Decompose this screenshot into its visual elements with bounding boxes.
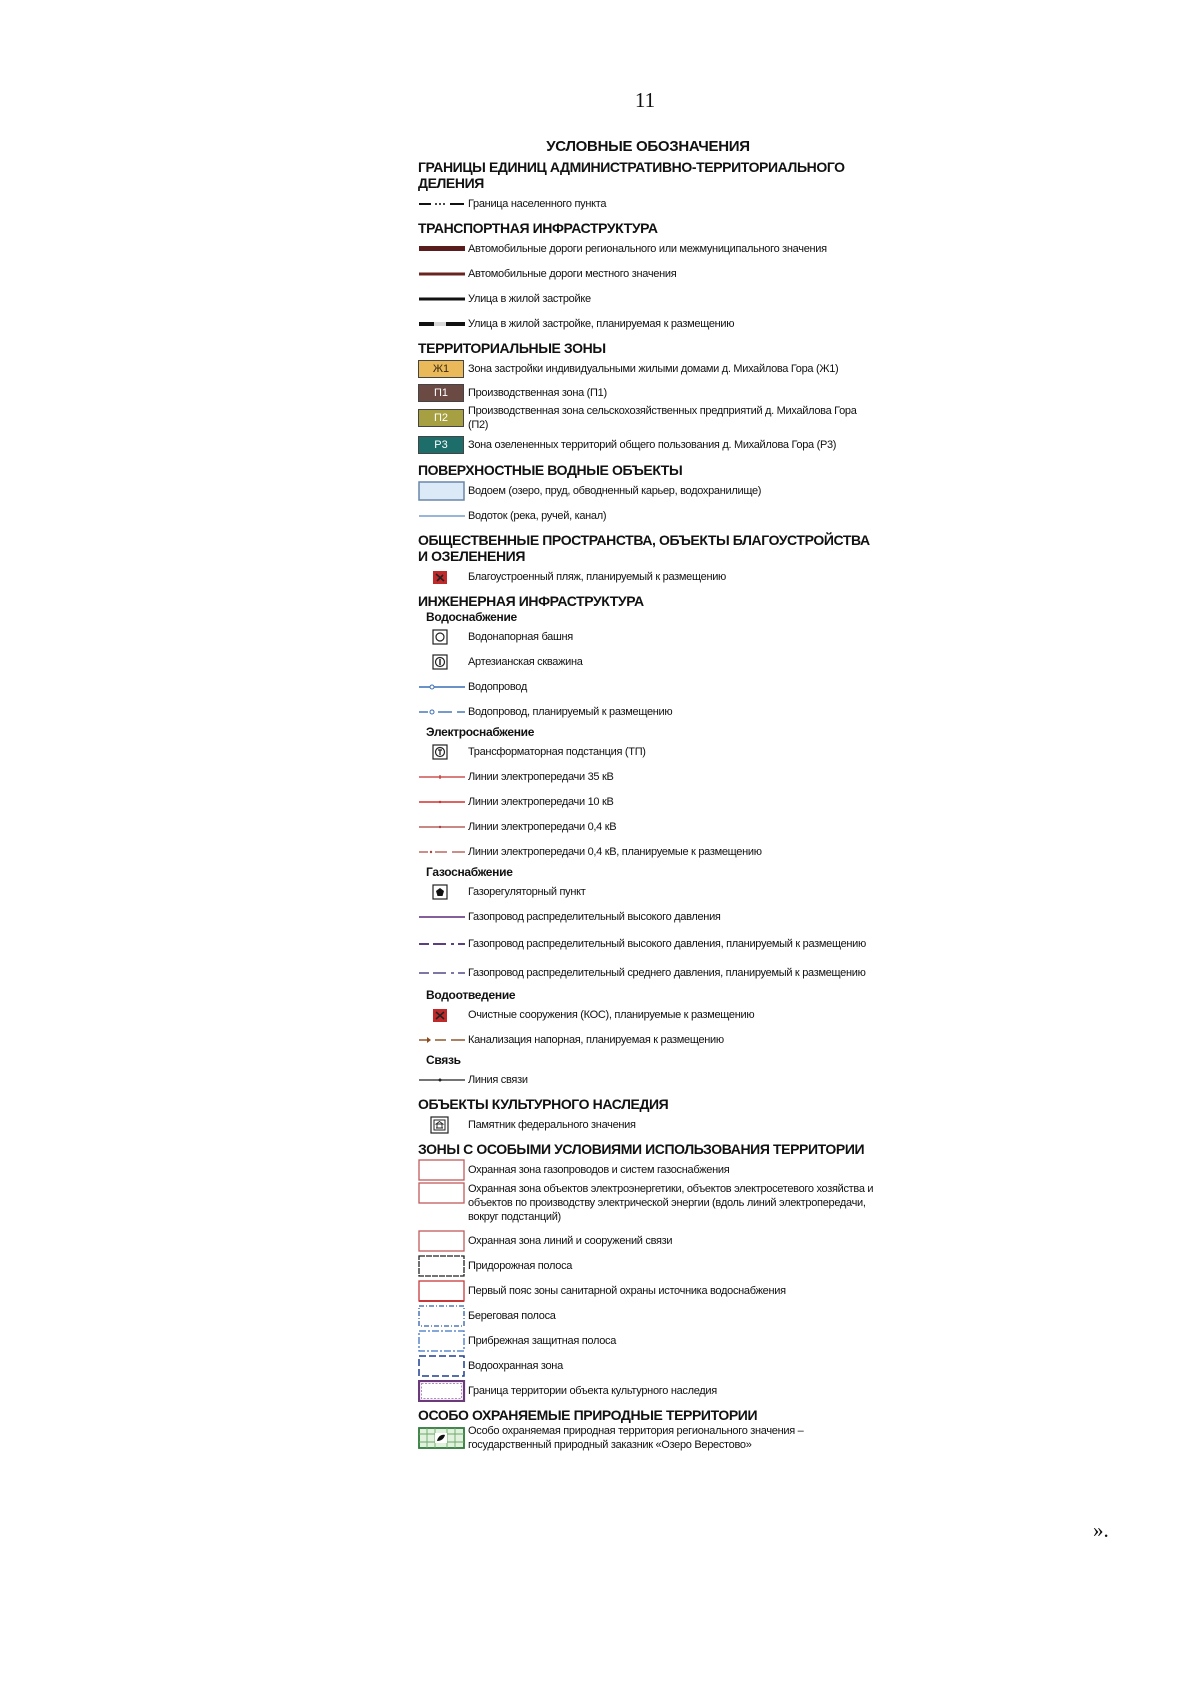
section-title-water-bodies: ПОВЕРХНОСТНЫЕ ВОДНЫЕ ОБЪЕКТЫ: [418, 462, 683, 478]
planned-gas-pipeline-high-pressure-icon: [418, 939, 466, 949]
legend-item: [418, 1278, 878, 1303]
heritage-boundary-icon: [418, 1380, 466, 1402]
subsection-title-communications: Связь: [426, 1053, 461, 1067]
legend-label: Газорегуляторный пункт: [468, 885, 586, 898]
legend-label: Зона застройки индивидуальными жилыми домами д. Михайлова Гора (Ж1): [468, 363, 839, 375]
legend-label: Водоток (река, ручей, канал): [468, 509, 607, 522]
legend-item: [418, 1423, 878, 1453]
legend-item: [418, 929, 878, 958]
legend-label: Автомобильные дороги местного значения: [468, 267, 677, 280]
legend-label: Газопровод распределительный среднего давления, планируемый к размещению: [468, 966, 866, 979]
legend-item: [418, 1027, 878, 1052]
legend-label: Линии электропередачи 10 кВ: [468, 795, 614, 808]
water-body-icon: [418, 481, 466, 501]
gas-pipeline-high-pressure-icon: [418, 912, 466, 922]
legend-item: [418, 699, 878, 724]
water-pipeline-icon: [418, 682, 466, 692]
legend-label: Прибрежная защитная полоса: [468, 1334, 617, 1347]
legend-label: Производственная зона (П1): [468, 387, 607, 399]
legend-label: Придорожная полоса: [468, 1259, 573, 1272]
local-road-icon: [418, 269, 466, 279]
legend-item: [418, 1002, 878, 1027]
subsection-title-power-supply: Электроснабжение: [426, 725, 535, 739]
zone-r3-swatch: Р3: [418, 436, 464, 454]
legend-label: Особо охраняемая природная территория регионального значения – государственный природный заказник «Озеро Верестово»: [468, 1425, 804, 1451]
planned-gas-pipeline-medium-pressure-icon: [418, 968, 466, 978]
legend-label: Граница населенного пункта: [468, 197, 607, 210]
federal-monument-icon: [418, 1116, 466, 1134]
legend-item: [418, 649, 878, 674]
legend-label: Производственная зона сельскохозяйственных предприятий д. Михайлова Гора (П2): [468, 405, 857, 431]
legend-item: [418, 879, 878, 904]
nature-reserve-icon: [418, 1427, 466, 1449]
legend-label: Охранная зона объектов электроэнергетики, объектов электросетевого хозяйства и объектов по производству электрической энергии (вдоль линий электропередачи, вокруг подстанций): [468, 1183, 874, 1223]
regional-road-icon: [418, 244, 466, 254]
legend-item: [418, 432, 878, 458]
legend-item: [418, 674, 878, 699]
legend-item: [418, 904, 878, 929]
subsection-title-water-supply: Водоснабжение: [426, 610, 517, 624]
legend-item: [418, 814, 878, 839]
watercourse-icon: [418, 511, 466, 521]
power-line-35kv-icon: [418, 772, 466, 782]
legend-item: [418, 478, 878, 503]
zone-zh1-swatch: Ж1: [418, 360, 464, 378]
section-title-engineering: ИНЖЕНЕРНАЯ ИНФРАСТРУКТУРА: [418, 593, 644, 609]
legend-item: [418, 382, 878, 404]
legend-label: Охранная зона линий и сооружений связи: [468, 1234, 673, 1247]
water-protection-zone-icon: [418, 1355, 466, 1377]
legend-label: Линия связи: [468, 1073, 528, 1086]
legend-item: [418, 311, 878, 336]
legend-label: Автомобильные дороги регионального или межмуниципального значения: [468, 242, 827, 255]
subsection-title-sewerage: Водоотведение: [426, 988, 516, 1002]
shore-strip-icon: [418, 1305, 466, 1327]
legend-label: Линии электропередачи 0,4 кВ, планируемые к размещению: [468, 845, 762, 858]
legend-label: Линии электропередачи 35 кВ: [468, 770, 614, 783]
water-tower-icon: [418, 629, 466, 645]
beach-icon: [418, 569, 466, 585]
legend-label: Береговая полоса: [468, 1309, 556, 1322]
map-legend: [418, 136, 878, 1453]
legend-label: Улица в жилой застройке: [468, 292, 591, 305]
legend-item: [418, 1157, 878, 1182]
section-title-territorial-zones: ТЕРРИТОРИАЛЬНЫЕ ЗОНЫ: [418, 340, 606, 356]
artesian-well-icon: [418, 654, 466, 670]
coastal-protective-strip-icon: [418, 1330, 466, 1352]
legend-item: [418, 1378, 878, 1403]
power-line-10kv-icon: [418, 797, 466, 807]
legend-label: Граница территории объекта культурного наследия: [468, 1384, 717, 1397]
legend-label: Газопровод распределительный высокого давления, планируемый к размещению: [468, 937, 866, 950]
gas-protection-zone-icon: [418, 1159, 466, 1181]
legend-label: Очистные сооружения (КОС), планируемые к размещению: [468, 1008, 755, 1021]
legend-label: Трансформаторная подстанция (ТП): [468, 745, 646, 758]
sanitary-zone-icon: [418, 1280, 466, 1302]
comm-protection-zone-icon: [418, 1230, 466, 1252]
planned-street-icon: [418, 319, 466, 329]
legend-label: Водоохранная зона: [468, 1359, 563, 1372]
legend-label: Линии электропередачи 0,4 кВ: [468, 820, 617, 833]
legend-label: Водоем (озеро, пруд, обводненный карьер, водохранилище): [468, 484, 762, 497]
legend-item: [418, 564, 878, 589]
legend-label: Артезианская скважина: [468, 655, 583, 668]
section-title-public-spaces: ОБЩЕСТВЕННЫЕ ПРОСТРАНСТВА, ОБЪЕКТЫ БЛАГОУСТРОЙСТВА И ОЗЕЛЕНЕНИЯ: [418, 532, 870, 564]
section-title-admin-boundaries: ГРАНИЦЫ ЕДИНИЦ АДМИНИСТРАТИВНО-ТЕРРИТОРИАЛЬНОГО ДЕЛЕНИЯ: [418, 159, 845, 191]
residential-street-icon: [418, 294, 466, 304]
power-protection-zone-icon: [418, 1182, 466, 1204]
communication-line-icon: [418, 1075, 466, 1085]
section-title-protected-areas: ОСОБО ОХРАНЯЕМЫЕ ПРИРОДНЫЕ ТЕРРИТОРИИ: [418, 1407, 758, 1423]
legend-item: [418, 261, 878, 286]
settlement-boundary-line-icon: [418, 199, 466, 209]
power-line-04kv-icon: [418, 822, 466, 832]
legend-item: [418, 739, 878, 764]
legend-item: [418, 764, 878, 789]
legend-item: [418, 404, 878, 432]
planned-power-line-04kv-icon: [418, 847, 466, 857]
section-title-special-zones: ЗОНЫ С ОСОБЫМИ УСЛОВИЯМИ ИСПОЛЬЗОВАНИЯ ТЕРРИТОРИИ: [418, 1141, 865, 1157]
legend-item: [418, 1353, 878, 1378]
closing-quote-mark: ».: [1093, 1518, 1109, 1542]
planned-water-pipeline-icon: [418, 707, 466, 717]
legend-item: [418, 236, 878, 261]
legend-label: Водонапорная башня: [468, 630, 573, 643]
legend-item: [418, 958, 878, 987]
legend-item: [418, 356, 878, 382]
gas-regulator-point-icon: [418, 884, 466, 900]
legend-label: Водопровод: [468, 680, 527, 693]
legend-label: Охранная зона газопроводов и систем газоснабжения: [468, 1163, 730, 1176]
zone-p2-swatch: П2: [418, 409, 464, 427]
legend-item: [418, 839, 878, 864]
legend-title: УСЛОВНЫЕ ОБОЗНАЧЕНИЯ: [546, 138, 750, 155]
legend-item: [418, 286, 878, 311]
legend-label: Первый пояс зоны санитарной охраны источника водоснабжения: [468, 1284, 786, 1297]
page-number: 11: [634, 88, 656, 112]
roadside-strip-icon: [418, 1255, 466, 1277]
planned-pressure-sewer-icon: [418, 1035, 466, 1045]
legend-item: [418, 1228, 878, 1253]
section-title-cultural-heritage: ОБЪЕКТЫ КУЛЬТУРНОГО НАСЛЕДИЯ: [418, 1096, 669, 1112]
legend-item: [418, 1328, 878, 1353]
legend-label: Газопровод распределительный высокого давления: [468, 910, 721, 923]
legend-label: Зона озелененных территорий общего пользования д. Михайлова Гора (Р3): [468, 439, 837, 451]
transformer-substation-icon: [418, 744, 466, 760]
section-title-transport: ТРАНСПОРТНАЯ ИНФРАСТРУКТУРА: [418, 220, 658, 236]
legend-item: [418, 503, 878, 528]
subsection-title-gas-supply: Газоснабжение: [426, 865, 513, 879]
legend-item: [418, 191, 878, 216]
legend-label: Канализация напорная, планируемая к размещению: [468, 1033, 724, 1046]
legend-label: Улица в жилой застройке, планируемая к размещению: [468, 317, 735, 330]
legend-item: [418, 789, 878, 814]
legend-item: [418, 1112, 878, 1137]
legend-label: Водопровод, планируемый к размещению: [468, 705, 673, 718]
treatment-facility-icon: [418, 1007, 466, 1023]
legend-item: [418, 624, 878, 649]
legend-item: [418, 1253, 878, 1278]
legend-item: [418, 1303, 878, 1328]
legend-item: [418, 1067, 878, 1092]
legend-label: Благоустроенный пляж, планируемый к размещению: [468, 570, 727, 583]
legend-label: Памятник федерального значения: [468, 1118, 636, 1131]
legend-item: [418, 1182, 878, 1228]
zone-p1-swatch: П1: [418, 384, 464, 402]
